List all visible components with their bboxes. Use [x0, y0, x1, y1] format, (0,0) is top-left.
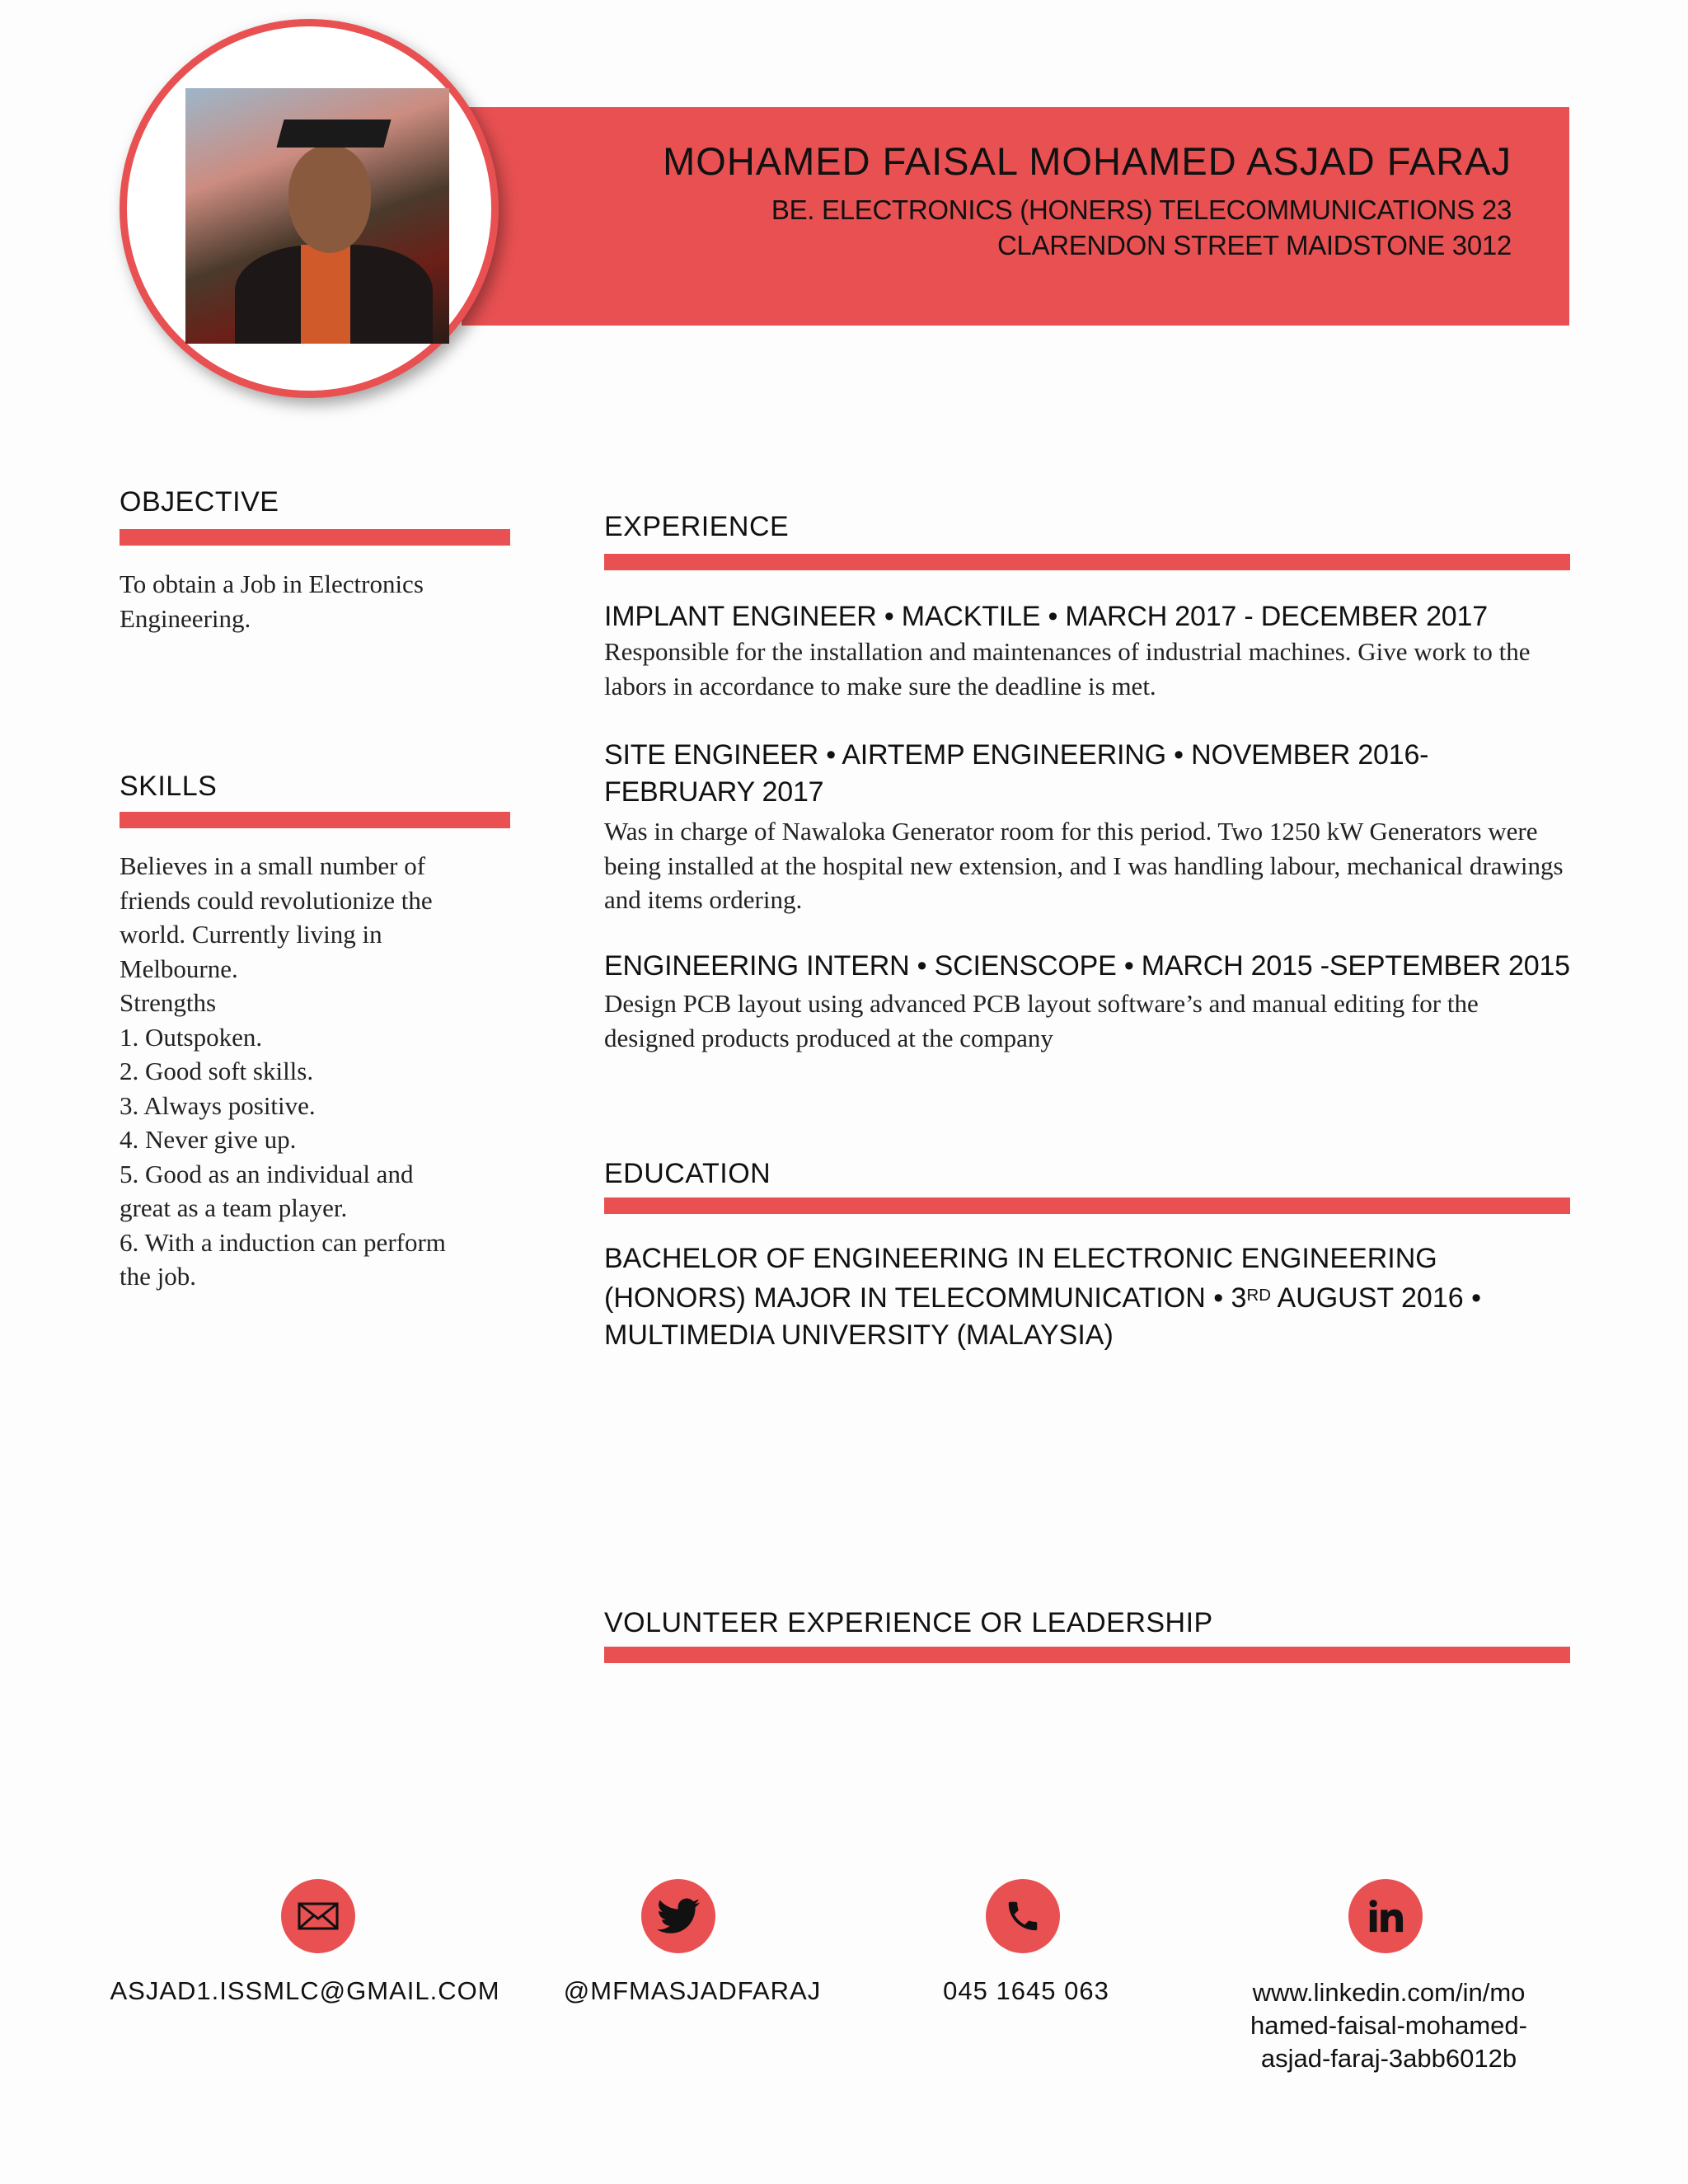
education-divider	[604, 1197, 1570, 1214]
education-superscript: RD	[1246, 1286, 1271, 1305]
education-text-part1: BACHELOR OF ENGINEERING IN ELECTRONIC ENGINEERING (HONORS) MAJOR IN TELECOMMUNICATION • 3	[604, 1243, 1437, 1314]
volunteer-divider	[604, 1647, 1570, 1663]
email-icon[interactable]	[281, 1879, 355, 1953]
skills-line: 5. Good as an individual and	[120, 1159, 414, 1188]
skills-line: 1. Outspoken.	[120, 1022, 263, 1052]
header-subtitle-line1: BE. ELECTRONICS (HONERS) TELECOMMUNICATIONS 23	[771, 194, 1512, 225]
skills-title: SKILLS	[120, 771, 218, 802]
profile-photo	[185, 88, 449, 344]
header-subtitle-line2: CLARENDON STREET MAIDSTONE 3012	[997, 230, 1512, 260]
skills-line: Believes in a small number of	[120, 851, 426, 880]
skills-line: great as a team player.	[120, 1193, 348, 1222]
twitter-icon[interactable]	[641, 1879, 715, 1953]
skills-divider	[120, 812, 510, 828]
linkedin-url-line: hamed-faisal-mohamed-	[1250, 2011, 1527, 2040]
skills-line: 2. Good soft skills.	[120, 1057, 314, 1085]
skills-line: Strengths	[120, 988, 217, 1017]
skills-line: world. Currently living in	[120, 920, 382, 949]
volunteer-title: VOLUNTEER EXPERIENCE OR LEADERSHIP	[604, 1607, 1213, 1638]
skills-line: the job.	[120, 1262, 196, 1291]
objective-divider	[120, 529, 510, 546]
objective-title: OBJECTIVE	[120, 486, 279, 518]
experience-title: EXPERIENCE	[604, 511, 790, 542]
skills-line: 4. Never give up.	[120, 1125, 297, 1154]
twitter-handle[interactable]: @MFMASJADFARAJ	[563, 1976, 822, 2005]
candidate-name: MOHAMED FAISAL MOHAMED ASJAD FARAJ	[663, 139, 1512, 183]
skills-text	[120, 849, 515, 1294]
skills-line: 3. Always positive.	[120, 1090, 316, 1120]
job-description: Responsible for the installation and maintenances of industrial machines. Give work to the labors in accordance to make sure the deadline is met.	[604, 637, 1531, 701]
skills-line: Melbourne.	[120, 954, 238, 983]
linkedin-icon[interactable]	[1348, 1879, 1423, 1953]
skills-line: 6. With a induction can perform	[120, 1227, 446, 1257]
email-address[interactable]: ASJAD1.ISSMLC@GMAIL.COM	[110, 1976, 500, 2005]
objective-text: To obtain a Job in Electronics Engineering.	[120, 569, 424, 633]
education-text-part2: AUGUST 2016 • MULTIMEDIA UNIVERSITY (MALAYSIA)	[604, 1282, 1481, 1351]
linkedin-url[interactable]	[1203, 1976, 1574, 2075]
skills-line: friends could revolutionize the	[120, 885, 433, 915]
job-heading: ENGINEERING INTERN • SCIENSCOPE • MARCH 2015 -SEPTEMBER 2015	[604, 950, 1570, 982]
education-entry	[604, 1240, 1568, 1354]
job-heading: SITE ENGINEER • AIRTEMP ENGINEERING • NOVEMBER 2016- FEBRUARY 2017	[604, 739, 1429, 808]
job-description: Design PCB layout using advanced PCB layout software’s and manual editing for the designed products produced at the company	[604, 989, 1479, 1052]
education-title: EDUCATION	[604, 1158, 771, 1189]
linkedin-url-line: asjad-faraj-3abb6012b	[1260, 2044, 1517, 2073]
experience-divider	[604, 554, 1570, 570]
job-heading: IMPLANT ENGINEER • MACKTILE • MARCH 2017 - DECEMBER 2017	[604, 601, 1488, 632]
phone-icon[interactable]	[986, 1879, 1060, 1953]
phone-number[interactable]: 045 1645 063	[943, 1976, 1109, 2005]
linkedin-url-line: www.linkedin.com/in/mo	[1252, 1978, 1526, 2007]
job-description: Was in charge of Nawaloka Generator room for this period. Two 1250 kW Generators were being installed at the hospital new extension, and I was handling labour, mechanical drawings and items ordering.	[604, 817, 1564, 914]
